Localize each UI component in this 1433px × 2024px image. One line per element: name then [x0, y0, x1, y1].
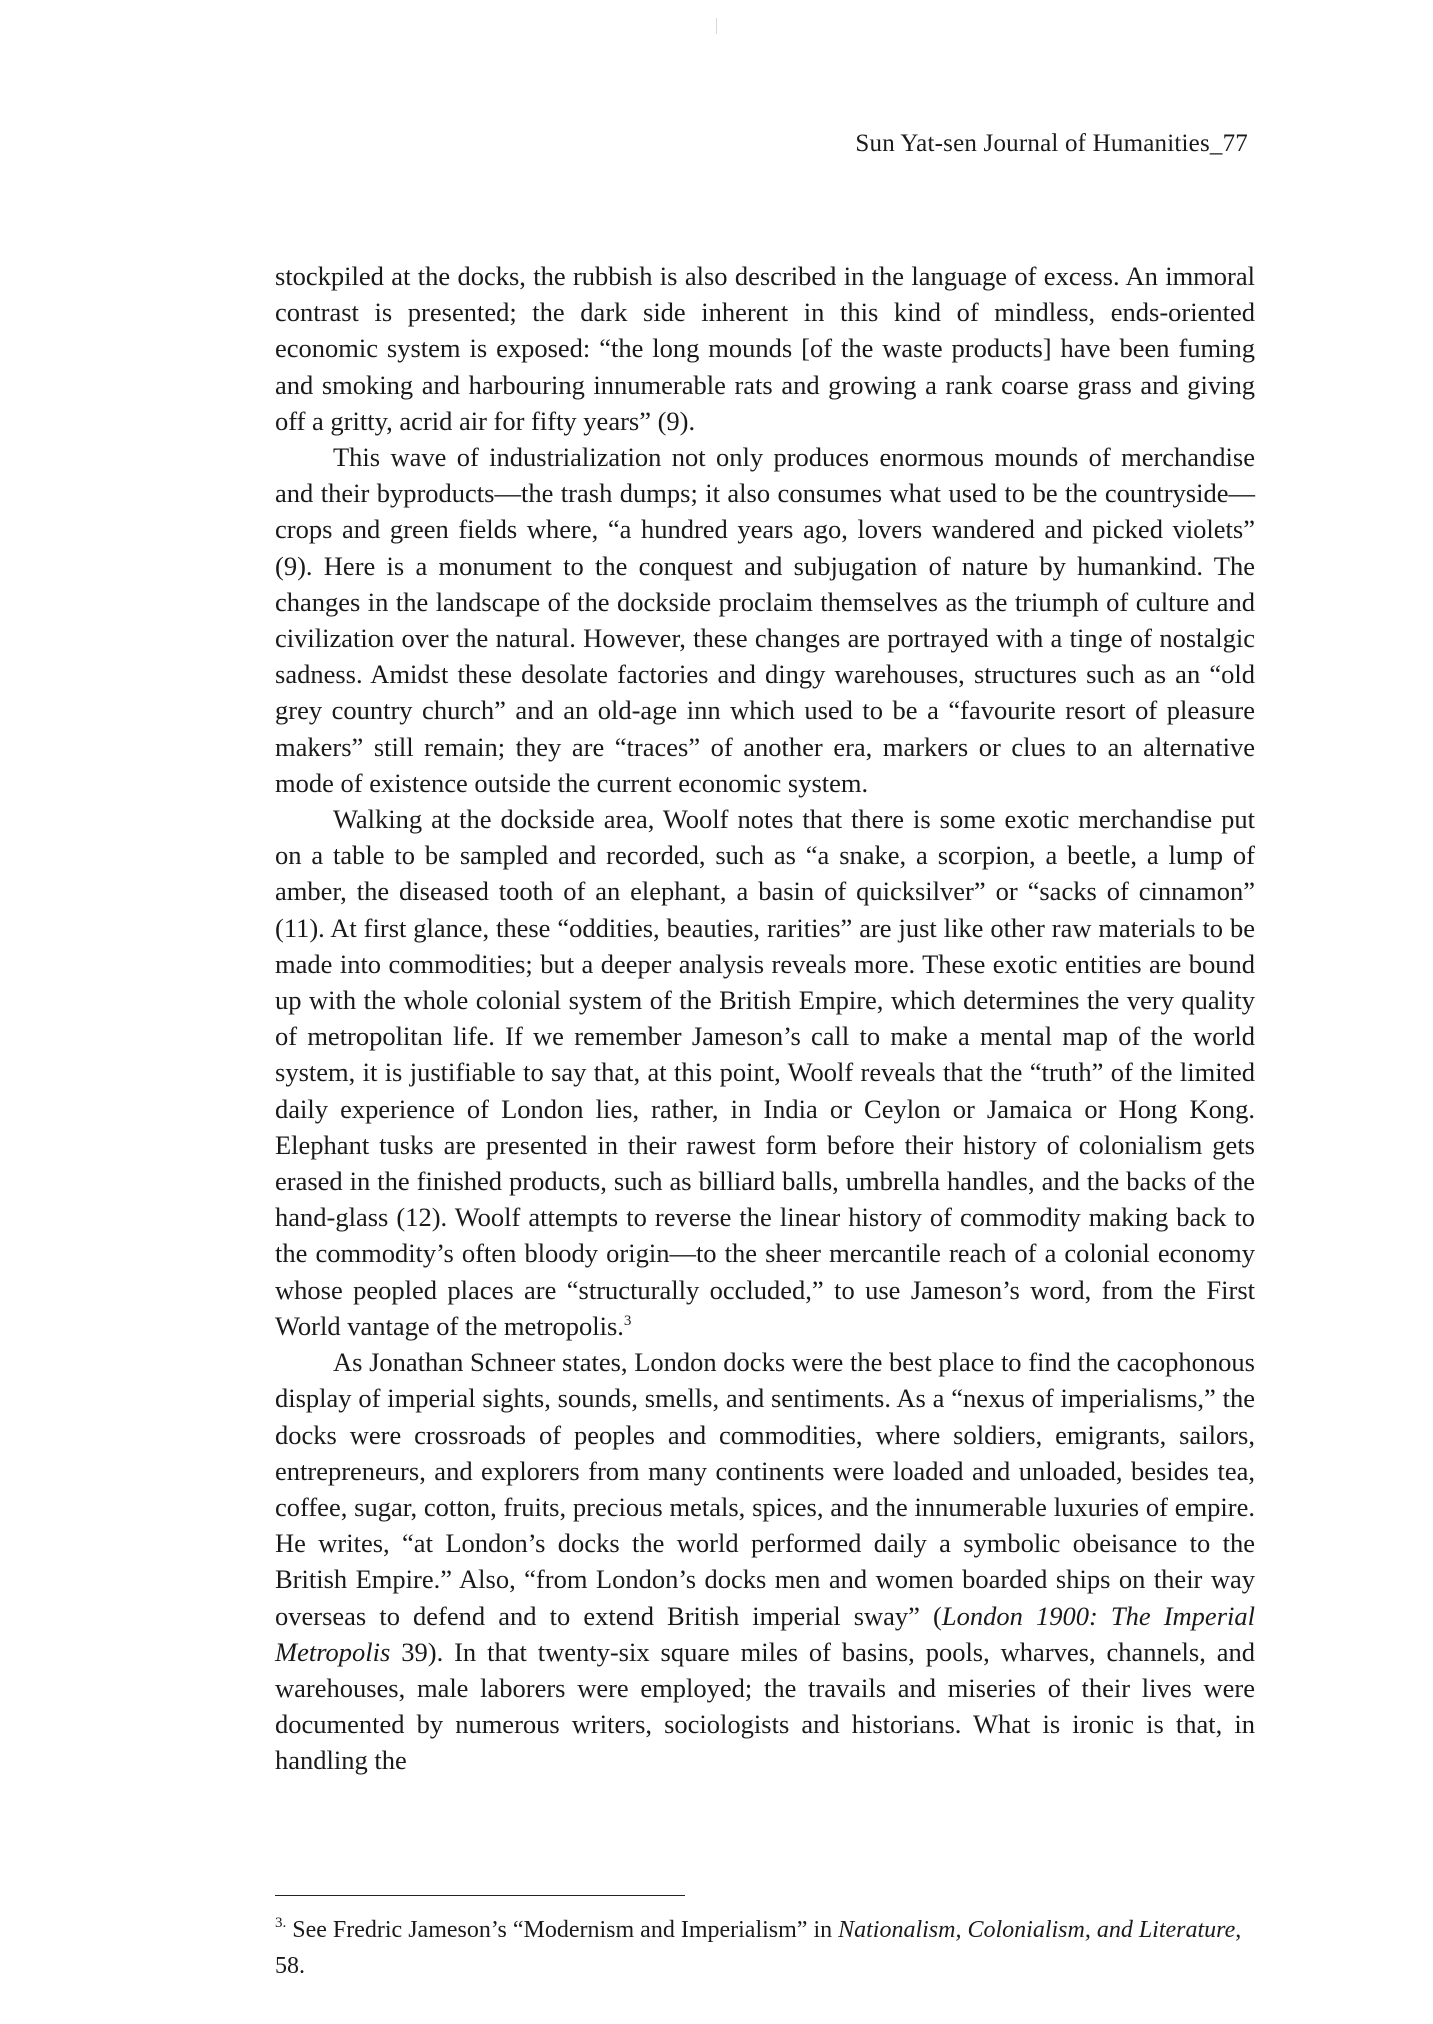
paragraph	[275, 801, 1255, 1344]
cited-title: London 1900: The Imperial Metropolis	[275, 1600, 1255, 1667]
paragraph-text: This wave of industrialization not only produces enormous mounds of merchandise and their byproducts—the trash dumps; it also consumes what used to be the countryside—crops and green fields where, “a hundred years ago, lovers wandered and picked violets” (9). Here is a monument to the conquest and subjugation of nature by humankind. The changes in the landscape of the dockside proclaim themselves as the triumph of culture and civilization over the natural. However, these changes are portrayed with a tinge of nostalgic sadness. Amidst these desolate factories and dingy warehouses, structures such as an “old grey country church” and an old-age inn which used to be a “favourite resort of pleasure makers” still remain; they are “traces” of another era, markers or clues to an alternative mode of existence outside the current economic system.	[275, 442, 1255, 798]
footnote-marker: 3.	[275, 1915, 287, 1931]
scan-artifact	[716, 18, 717, 34]
paragraph	[275, 439, 1255, 801]
body-text	[275, 258, 1255, 1779]
paragraph	[275, 1344, 1255, 1778]
footnote	[275, 1912, 1255, 1984]
footnote-reference: 3	[623, 1312, 632, 1329]
footnote-rule	[275, 1895, 685, 1896]
paragraph-continued	[275, 258, 1255, 439]
footnote-page: , 58.	[275, 1917, 1242, 1979]
paragraph-text: Walking at the dockside area, Woolf notes that there is some exotic merchandise put on a table to be sampled and recorded, such as “a snake, a scorpion, a beetle, a lump of amber, the diseased tooth of an elephant, a basin of quicksilver” or “sacks of cinnamon” (11). At first glance, these “oddities, beauties, rarities” are just like other raw materials to be made into commodities; but a deeper analysis reveals more. These exotic entities are bound up with the whole colonial system of the British Empire, which determines the very quality of metropolitan life. If we remember Jameson’s call to make a mental map of the world system, it is justifiable to say that, at this point, Woolf reveals that the “truth” of the limited daily experience of London lies, rather, in India or Ceylon or Jamaica or Hong Kong. Elephant tusks are presented in their rawest form before their history of colonialism gets erased in the finished products, such as billiard balls, umbrella handles, and the backs of the hand-glass (12). Woolf attempts to reverse the linear history of commodity making back to the commodity’s often bloody origin—to the sheer mercantile reach of a colonial economy whose peopled places are “structurally occluded,” to use Jameson’s word, from the First World vantage of the metropolis.	[275, 804, 1255, 1341]
journal-title: Sun Yat-sen Journal of Humanities_	[855, 130, 1223, 157]
footnote-cited-title: Nationalism, Colonialism, and Literature	[838, 1917, 1236, 1943]
footnote-text: See Fredric Jameson’s “Modernism and Imperialism” in	[286, 1917, 839, 1943]
running-head	[855, 130, 1248, 158]
paragraph-text: As Jonathan Schneer states, London docks were the best place to find the cacophonous display of imperial sights, sounds, smells, and sentiments. As a “nexus of imperialisms,” the docks were crossroads of peoples and commodities, where soldiers, emigrants, sailors, entrepreneurs, and explorers from many continents were loaded and unloaded, besides tea, coffee, sugar, cotton, fruits, precious metals, spices, and the innumerable luxuries of empire. He writes, “at London’s docks the world performed daily a symbolic obeisance to the British Empire.” Also, “from London’s docks men and women boarded ships on their way overseas to defend and to extend British imperial sway” (	[275, 1347, 1255, 1631]
page-number: 77	[1222, 130, 1248, 157]
paragraph-text: stockpiled at the docks, the rubbish is also described in the language of excess. An immoral contrast is presented; the dark side inherent in this kind of mindless, ends-oriented economic system is exposed: “the long mounds [of the waste products] have been fuming and smoking and harbouring innumerable rats and growing a rank coarse grass and giving off a gritty, acrid air for fifty years” (9).	[275, 261, 1255, 436]
paragraph-text: 39). In that twenty-six square miles of basins, pools, wharves, channels, and warehouses, male laborers were employed; the travails and miseries of their lives were documented by numerous writers, sociologists and historians. What is ironic is that, in handling the	[275, 1636, 1255, 1776]
